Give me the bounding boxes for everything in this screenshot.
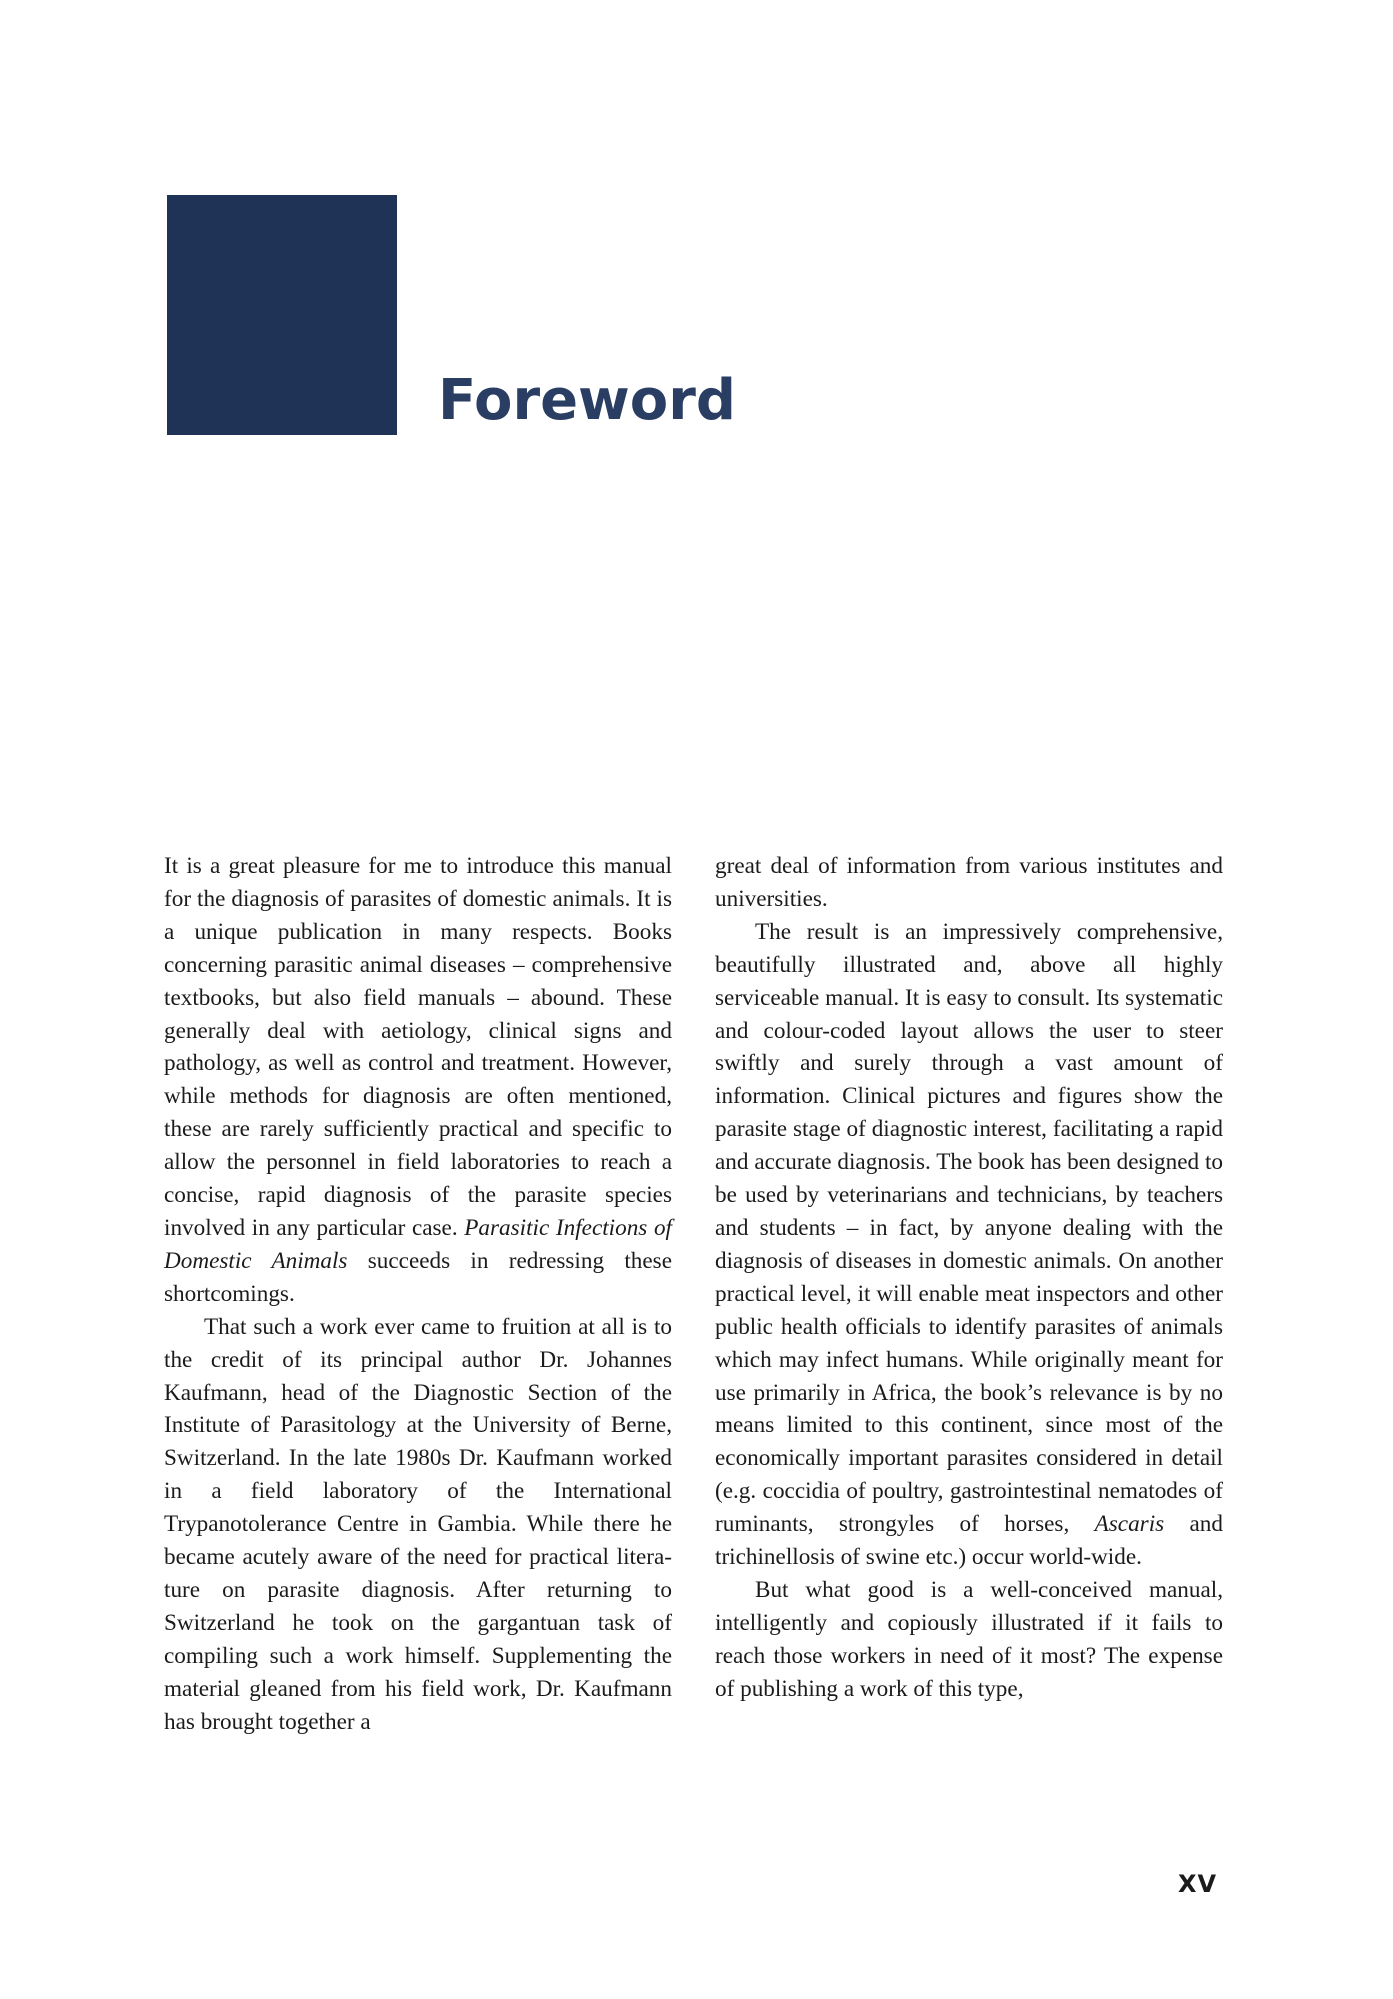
book-title-italic: Parasitic Infections of Domestic Animals (164, 1214, 672, 1274)
chapter-title: Foreword (438, 368, 736, 433)
paragraph-text: The result is an impressively comprehensive, beautifully illustrated and, above all highly serviceable manual. It is easy to consult. Its systematic and colour-coded layout allows the user to steer swiftly and surely through a vast amount of information. Clinical pictures and figures show the parasite stage of diagnostic interest, facilitating a rapid and accurate diagnosis. The book has been designed to be used by veterinarians and technicians, by teachers and students – in fact, by anyone dealing with the diagnosis of diseases in domestic animals. On another practical level, it will enable meat inspectors and other public health officials to identify parasites of animals which may infect humans. While originally meant for use primarily in Africa, the book’s relevance is by no means limited to this continent, since most of the economically important parasites considered in detail (e.g. coccidia of poultry, gastrointestinal nematodes of ruminants, strongyles of horses, (715, 918, 1223, 1538)
paragraph: That such a work ever came to fruition at all is to the credit of its principal author Dr. Johannes Kaufmann, head of the Diagnostic Section of the Institute of Parasitology at the University of Berne, Switzerland. In the late 1980s Dr. Kaufmann worked in a field laboratory of the International Trypanotolerance Centre in Gambia. While there he became acutely aware of the need for practical literature on parasite diagnosis. After returning to Switzerland he took on the gargantuan task of compiling such a work himself. Supplementing the material gleaned from his field work, Dr. Kaufmann has brought together a (164, 1313, 672, 1735)
text-column-left (164, 850, 672, 1738)
paragraph (164, 850, 672, 1311)
paragraph-text: and trichinellosis of swine etc.) occur world-wide. (715, 1511, 1223, 1571)
text-column-right (715, 850, 1223, 1706)
page-number: XV (1178, 1870, 1218, 1898)
paragraph (715, 916, 1223, 1574)
paragraph-text: It is a great pleasure for me to introduce this manual for the diagnosis of parasites of domestic animals. It is a unique publication in many respects. Books concerning parasitic animal diseases – comprehensive textbooks, but also field manuals – abound. These generally deal with aetiology, clinical signs and pathology, as well as control and treatment. However, while methods for diagnosis are often mentioned, these are rarely sufficiently practical and specific to allow the personnel in field laboratories to reach a concise, rapid diagnosis of the parasite species involved in any particular case. (164, 853, 672, 1241)
paragraph-text: succeeds in redressing these shortcomings. (164, 1247, 672, 1307)
chapter-color-block (167, 195, 397, 435)
paragraph-continued: great deal of information from various institutes and universities. (715, 853, 1223, 912)
genus-italic: Ascaris (1094, 1511, 1165, 1538)
paragraph: But what good is a well-conceived manual, intelligently and copiously illustrated if it fails to reach those workers in need of it most? The expense of publishing a work of this type, (715, 1576, 1223, 1702)
